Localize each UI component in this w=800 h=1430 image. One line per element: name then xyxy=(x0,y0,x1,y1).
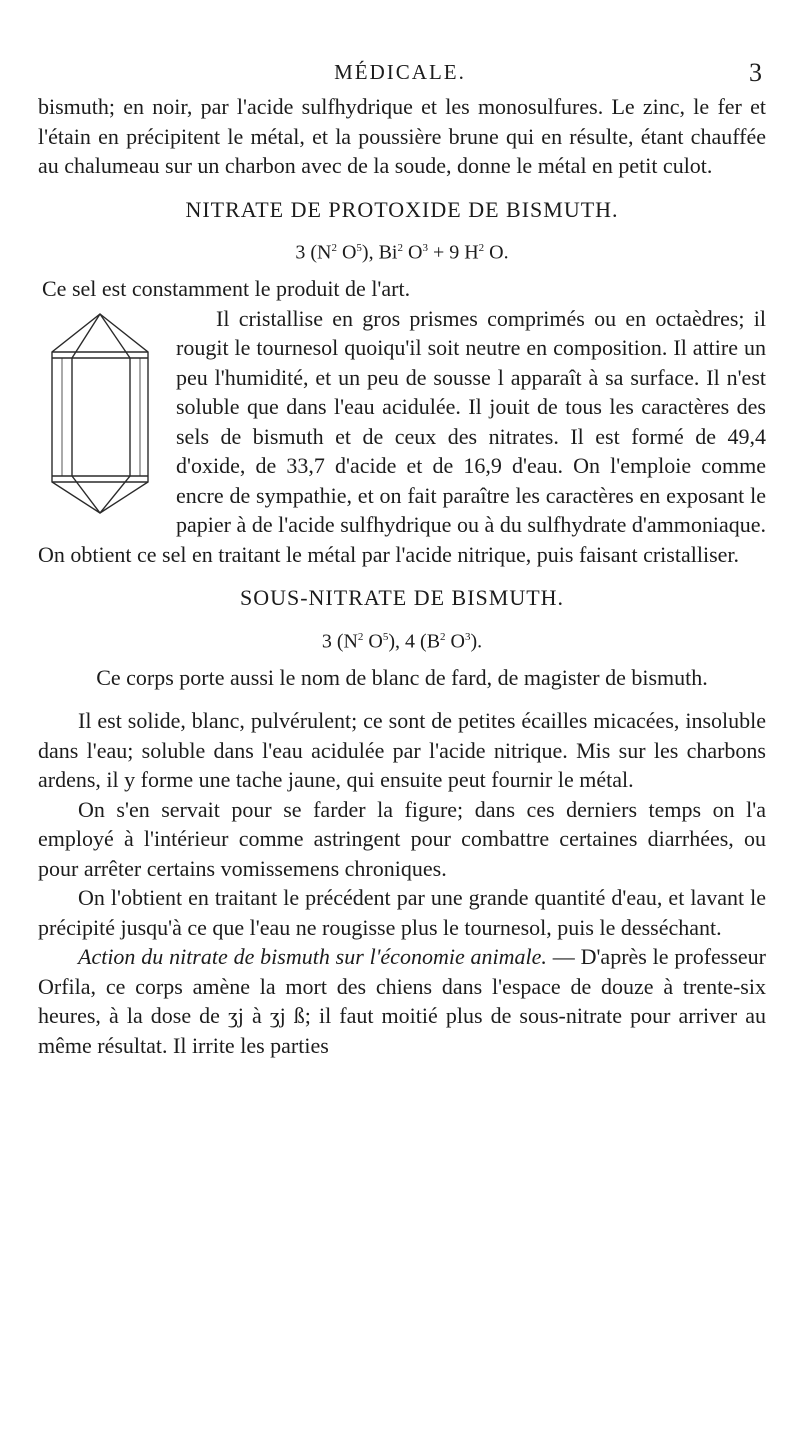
formula-sous-nitrate: 3 ($N^2$ $O^5$), 4 ($B^2$ $O^3$). xyxy=(321,630,483,653)
section-title-sous-nitrate: SOUS-NITRATE DE BISMUTH. xyxy=(239,585,565,611)
page-number: 3 xyxy=(749,58,762,87)
paragraph-continuation: bismuth; en noir, par l'acide sulfhydrique et les monosulfures. Le zinc, le fer et l'étain en précipitent le métal, et la poussière brune qui en résulte, étant chauffée au chalumeau sur un charbon avec de la soude, donne le métal en petit culot. xyxy=(38,94,766,178)
page-text xyxy=(38,92,766,1060)
paragraph-usage: On s'en servait pour se farder la figure; dans ces derniers temps on l'a employé à l'intérieur comme astringent pour combattre certaines diarrhées, ou pour arrêter certains vomissemens chroniques. xyxy=(38,796,766,881)
crystal-prism-illustration xyxy=(38,310,166,515)
action-heading: Action du nitrate de bismuth sur l'économie animale. xyxy=(78,944,547,970)
lead-sentence: Ce sel est constamment le produit de l'art. xyxy=(42,276,411,302)
action-text: — D'après le professeur Orfila, ce corps amène la mort des chiens dans l'espace de douze à trente-six heures, à la dose de ʒj à ʒj ß; il faut moitié plus de sous-nitrate pour arriver au même résultat. Il irrite les parties xyxy=(38,944,766,1058)
paragraph-action xyxy=(38,942,766,1060)
synonyms-line: Ce corps porte aussi le nom de blanc de fard, de magister de bismuth. xyxy=(96,664,708,690)
section-title-nitrate: NITRATE DE PROTOXIDE DE BISMUTH. xyxy=(185,196,619,222)
formula-nitrate: 3 ($N^2$ $O^5$), Bi$^2$ $O^3 + 9$ $H^2$ O. xyxy=(295,241,509,264)
paragraph-preparation: On l'obtient en traitant le précédent par une grande quantité d'eau, et lavant le précipité jusqu'à ce que l'eau ne rougisse plus le tournesol, puis le desséchant. xyxy=(38,885,766,940)
paragraph-properties: Il est solide, blanc, pulvérulent; ce sont de petites écailles micacées, insoluble dans l'eau; soluble dans l'eau acidulée par l'acide nitrique. Mis sur les charbons ardens, il y forme une tache jaune, qui ensuite peut fournir le métal. xyxy=(38,708,766,793)
running-head: MÉDICALE. xyxy=(334,60,466,84)
description-nitrate: Il cristallise en gros prismes comprimés ou en octaèdres; il rougit le tournesol quoiqu'il soit neutre en composition. Il attire un peu l'humidité, et un peu de sousse l apparaît à sa surface. Il n'est soluble que dans l'eau acidulée. Il jouit de tous les caractères des sels de bismuth et de ceux des nitrates. Il est formé de 49,4 d'oxide, de 33,7 d'acide et de 16,9 d'eau. On l'emploie comme encre de sympathie, et on fait paraître les caractères en exposant le papier à de l'acide sulfhydrique ou à du sulfhydrate d'ammoniaque. On obtient ce sel en traitant le métal par l'acide nitrique, puis faisant cristalliser. xyxy=(38,305,766,567)
